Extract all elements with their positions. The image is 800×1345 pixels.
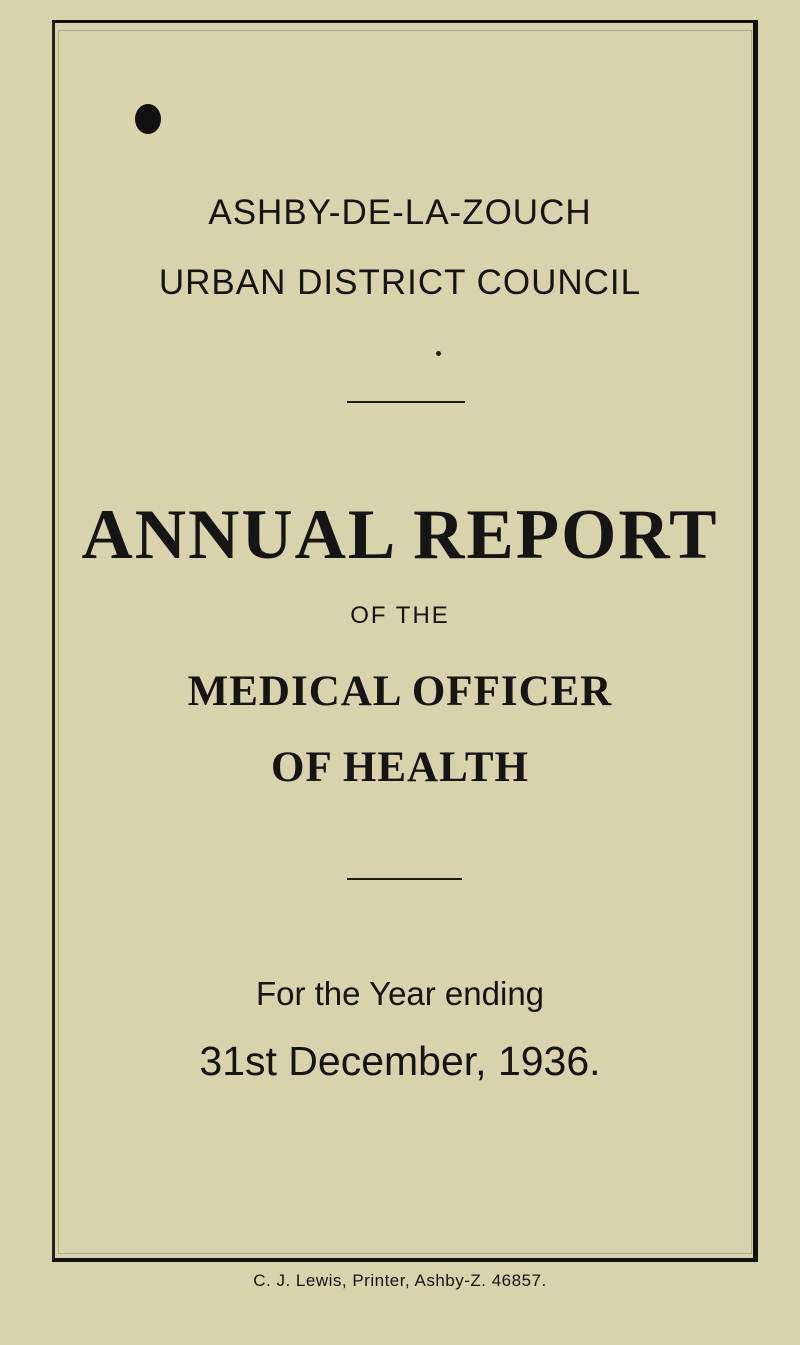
period-label: For the Year ending <box>255 975 545 1012</box>
ink-blot-mark <box>135 104 161 134</box>
printer-imprint: C. J. Lewis, Printer, Ashby-Z. 46857. <box>253 1271 547 1290</box>
of-the-label: OF THE <box>350 602 450 629</box>
ink-speck-mark <box>436 351 441 356</box>
office-title-line-1: MEDICAL OFFICER <box>187 668 613 715</box>
divider-rule-bottom <box>347 878 462 880</box>
report-title: ANNUAL REPORT <box>81 496 719 574</box>
council-name: URBAN DISTRICT COUNCIL <box>158 263 642 302</box>
office-title-line-2: OF HEALTH <box>271 744 529 791</box>
town-name: ASHBY-DE-LA-ZOUCH <box>208 193 592 232</box>
divider-rule-top <box>347 401 465 403</box>
period-date: 31st December, 1936. <box>199 1038 601 1084</box>
